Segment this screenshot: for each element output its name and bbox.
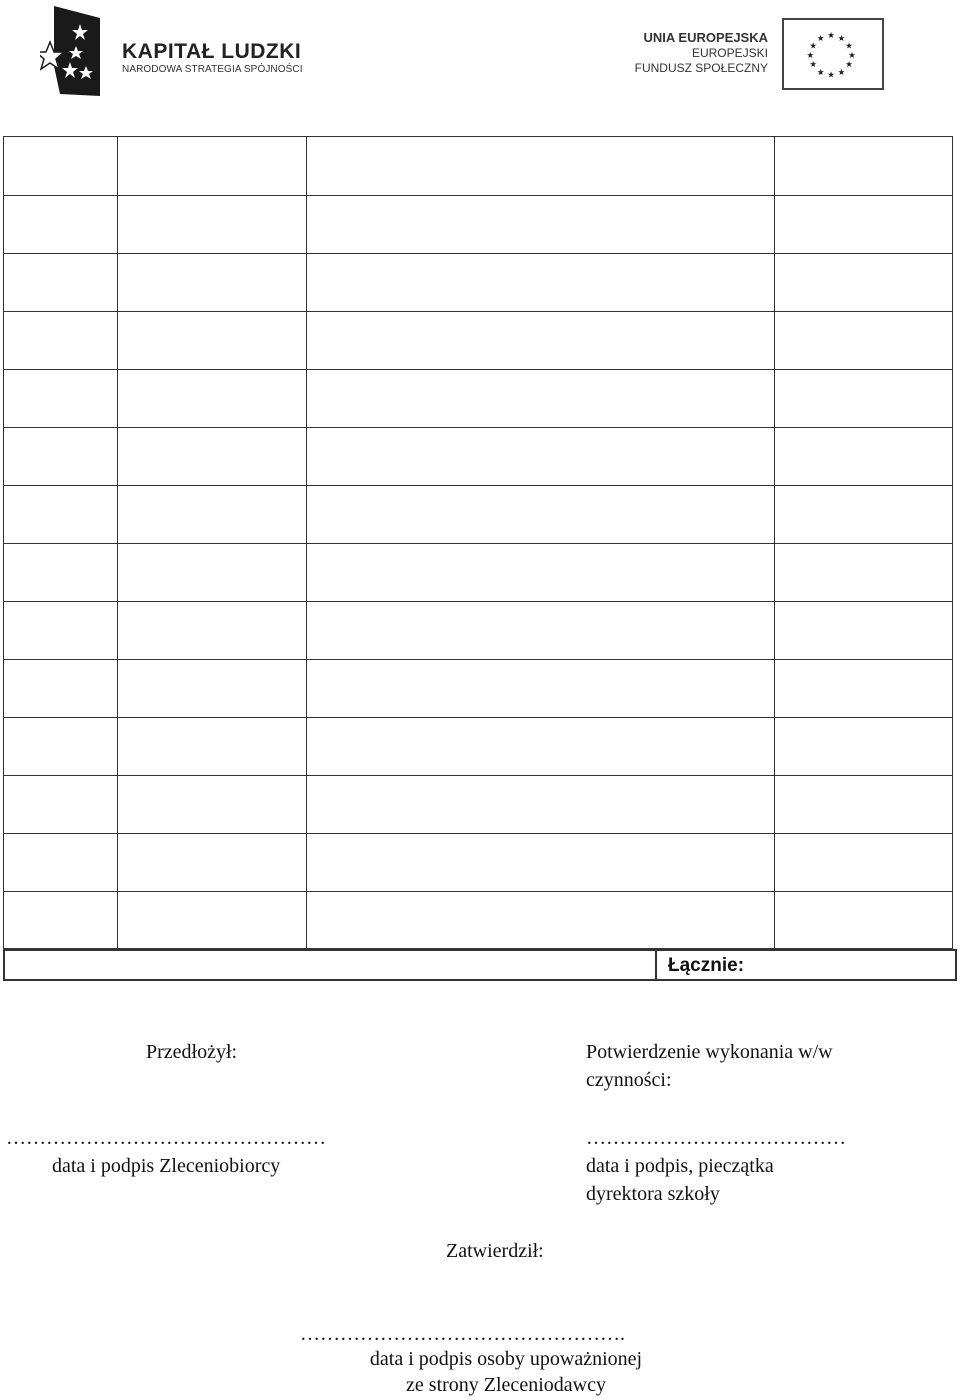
authorized-signature-caption <box>300 1346 712 1398</box>
row-divider <box>4 891 952 892</box>
kapital-ludzki-subtitle: NARODOWA STRATEGIA SPÓJNOŚCI <box>122 64 303 75</box>
confirmation-line2: czynności: <box>586 1069 672 1091</box>
kapital-ludzki-logo <box>40 6 340 98</box>
total-label: Łącznie: <box>668 955 745 976</box>
eu-flag-icon <box>782 18 884 90</box>
row-divider <box>4 833 952 834</box>
svg-text:★: ★ <box>845 59 853 70</box>
eu-line2: EUROPEJSKI <box>691 46 768 60</box>
svg-text:★: ★ <box>837 66 846 77</box>
eu-line3: FUNDUSZ SPOŁECZNY <box>634 61 768 75</box>
svg-text:★: ★ <box>827 69 835 80</box>
row-divider <box>4 659 952 660</box>
activity-table <box>3 136 953 949</box>
authorized-caption-line1: data i podpis osoby upoważnionej <box>369 1348 643 1370</box>
svg-text:★: ★ <box>809 59 817 70</box>
kapital-ludzki-title: KAPITAŁ LUDZKI <box>122 40 302 63</box>
total-row <box>3 949 957 981</box>
svg-text:★: ★ <box>827 29 835 40</box>
row-divider <box>4 543 952 544</box>
svg-text:★: ★ <box>806 49 815 60</box>
svg-text:★: ★ <box>848 49 856 60</box>
director-caption-line2: dyrektora szkoły <box>586 1183 720 1205</box>
svg-text:★: ★ <box>816 32 825 43</box>
eu-line1: UNIA EUROPEJSKA <box>643 30 768 45</box>
approved-by-label: Zatwierdził: <box>446 1240 544 1262</box>
eu-logo-text <box>635 30 768 76</box>
row-divider <box>4 601 952 602</box>
director-caption-line1: data i podpis, pieczątka <box>586 1155 774 1177</box>
kapital-ludzki-emblem-icon <box>40 6 102 96</box>
svg-text:★: ★ <box>809 40 817 51</box>
row-divider <box>4 253 952 254</box>
eu-logo <box>630 18 884 92</box>
svg-text:★: ★ <box>845 40 853 51</box>
contractor-signature-caption: data i podpis Zleceniobiorcy <box>52 1155 281 1177</box>
director-signature-line: ………………………………… <box>586 1127 846 1149</box>
row-divider <box>4 195 952 196</box>
row-divider <box>4 485 952 486</box>
row-divider <box>4 369 952 370</box>
total-row-divider <box>655 951 657 979</box>
authorized-signature-line: …………………………………………. <box>300 1323 625 1345</box>
contractor-signature-line: ………………………………………… <box>6 1127 326 1149</box>
svg-text:★: ★ <box>816 66 825 77</box>
svg-text:★: ★ <box>837 32 846 43</box>
authorized-caption-line2: ze strony Zleceniodawcy <box>406 1374 606 1396</box>
row-divider <box>4 775 952 776</box>
confirmation-line1: Potwierdzenie wykonania w/w <box>586 1041 833 1063</box>
row-divider <box>4 427 952 428</box>
director-signature-caption <box>586 1152 774 1208</box>
row-divider <box>4 311 952 312</box>
row-divider <box>4 717 952 718</box>
submitted-by-label: Przedłożył: <box>146 1041 238 1063</box>
confirmation-label <box>586 1038 833 1094</box>
